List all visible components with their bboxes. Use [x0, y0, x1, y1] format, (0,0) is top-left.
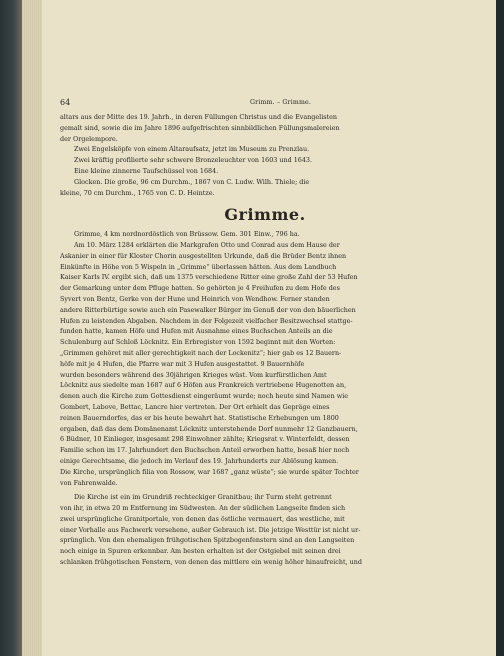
- text-line: gemalt sind, sowie die im Jahre 1896 aufgefrischten sinnbildlichen Füllungsmalereien: [60, 123, 340, 132]
- text-line: noch einige in Spuren erkennbar. Am besten erhalten ist der Ostgiebel mit seinen drei: [60, 547, 341, 556]
- text-line: Gombert, Labove, Bettac, Lancre hier vertreten. Der Ort erhielt das Gepräge eines: [60, 402, 330, 411]
- text-line: Löcknitz aus siedelte man 1687 auf 6 Höfen aus Frankreich vertriebene Hugenotten an,: [60, 381, 347, 390]
- text-line: Am 10. März 1284 erklärten die Markgrafen Otto und Conrad aus dem Hause der: [74, 240, 340, 249]
- text-line: reinen Bauerndorfes, das er bis heute bewahrt hat. Statistische Erhebungen um 1800: [60, 413, 339, 422]
- text-line: Zwei kräftig profilierte sehr schwere Bronzeleuchter von 1603 und 1643.: [74, 156, 313, 165]
- text-line: Syvert von Bentz, Gerke von der Hune und Heinrich von Wendhow. Ferner standen: [60, 294, 330, 303]
- running-head: Grimm. – Grimme.: [250, 99, 312, 106]
- text-line: denen auch die Kirche zum Gottesdienst eingeräumt wurde; noch heute sind Namen wie: [60, 392, 349, 401]
- text-line: ergaben, daß das dem Domänenamt Löcknitz unterstehende Dorf nunmehr 12 Ganzbauern,: [60, 424, 358, 433]
- text-line: Glocken. Die große, 96 cm Durchm., 1867 von C. Ludw. Wilh. Thiele; die: [74, 177, 310, 186]
- text-line: Zwei Engelsköpfe von einem Altaraufsatz, jetzt im Museum zu Prenzlau.: [74, 145, 310, 154]
- page-header: [60, 98, 470, 110]
- text-line: Die Kirche, ursprünglich filia von Rossow, war 1687 „ganz wüste“; sie wurde später Tochter: [60, 467, 359, 476]
- text-line: funden hatte, kamen Höfe und Hufen mit Ausnahme eines Buchschen Anteils an die: [60, 327, 333, 336]
- text-line: der Orgelempore.: [60, 134, 118, 143]
- text-line: Hufen zu leistenden Abgaben. Nachdem in der Folgezeit vielfacher Besitzwechsel stattge-: [60, 316, 353, 325]
- text-line: 6 Büdner, 10 Einlieger, insgesamt 298 Einwohner zählte; Kriegsrat v. Winterfeldt, dessen: [60, 435, 350, 444]
- text-line: der Gemarkung unter dem Pfluge hatten. So gehörten je 4 Freihufen zu dem Hofe des: [60, 284, 340, 293]
- page-number: 64: [60, 98, 71, 107]
- text-line: Einkünfte in Höhe von 5 Wispeln in „Grimme“ überlassen hätten. Aus dem Landbuch: [60, 262, 337, 271]
- page-edge-stack: [22, 0, 42, 656]
- section-title: Grimme.: [224, 205, 306, 225]
- text-line: sprünglich. Von den ehemaligen frühgotischen Spitzbogenfenstern sind an den Langseiten: [60, 536, 355, 545]
- text-line: altars aus der Mitte des 19. Jahrh., in deren Füllungen Christus und die Evangelisten: [60, 113, 337, 121]
- scan-border-left: [0, 0, 22, 656]
- body-text: [60, 112, 470, 568]
- text-line: Die Kirche ist ein im Grundriß rechteckiger Granitbau; ihr Turm steht getrennt: [74, 493, 332, 502]
- text-line: Schulenburg auf Schloß Löcknitz. Ein Erbregister von 1592 beginnt mit den Worten:: [60, 338, 336, 347]
- text-line: einige Gerechtsame, die jedoch im Verlauf des 19. Jahrhunderts zur Ablösung kamen.: [60, 456, 339, 465]
- text-line: einer Vorhalle aus Fachwerk versehene, außer Gebrauch ist. Die jetzige Westtür ist nicht ur-: [60, 525, 361, 534]
- text-line: wurden besonders während des 30jährigen Krieges wüst. Vom kurfürstlichen Amt: [60, 370, 327, 379]
- text-line: „Grimmen gehöret mit aller gerechtigkeit nach der Lockenitz“; hier gab es 12 Bauern-: [60, 348, 342, 357]
- text-line: kleine, 70 cm Durchm., 1765 von C. D. Heintze.: [60, 188, 215, 197]
- scan-border-right: [496, 0, 504, 656]
- text-line: von ihr, in etwa 20 m Entfernung im Südwesten. An der südlichen Langseite finden sich: [60, 504, 346, 513]
- text-line: Familie schon im 17. Jahrhundert den Buchschen Anteil erworben hatte, besaß hier noch: [60, 446, 350, 455]
- text-line: höfe mit je 4 Hufen, die Pfarre war mit 3 Hufen ausgestattet. 9 Bauernhöfe: [60, 359, 305, 368]
- text-line: Eine kleine zinnerne Taufschüssel von 1684.: [74, 166, 219, 175]
- text-line: Askanier in einer für Kloster Chorin ausgestellten Urkunde, daß die Brüder Bentz ihnen: [60, 251, 347, 260]
- text-line: Kaiser Karls IV. ergibt sich, daß um 1375 verschiedene Ritter eine große Zahl der 53 Hufen: [60, 273, 358, 282]
- text-line: andere Ritterbürtige sowie auch ein Pasewalker Bürger im Genuß der von den bäuerlichen: [60, 305, 356, 314]
- text-line: Grimme, 4 km nordnordöstlich von Brüssow. Gem. 301 Einw., 796 ha.: [74, 230, 300, 239]
- text-line: von Fahrenwalde.: [60, 478, 118, 487]
- text-line: zwei ursprüngliche Granitportale, von denen das östliche vermauert, das westliche, mit: [60, 514, 345, 523]
- text-line: schlanken frühgotischen Fenstern, von denen das mittlere ein wenig höher hinaufreicht, und: [60, 558, 362, 567]
